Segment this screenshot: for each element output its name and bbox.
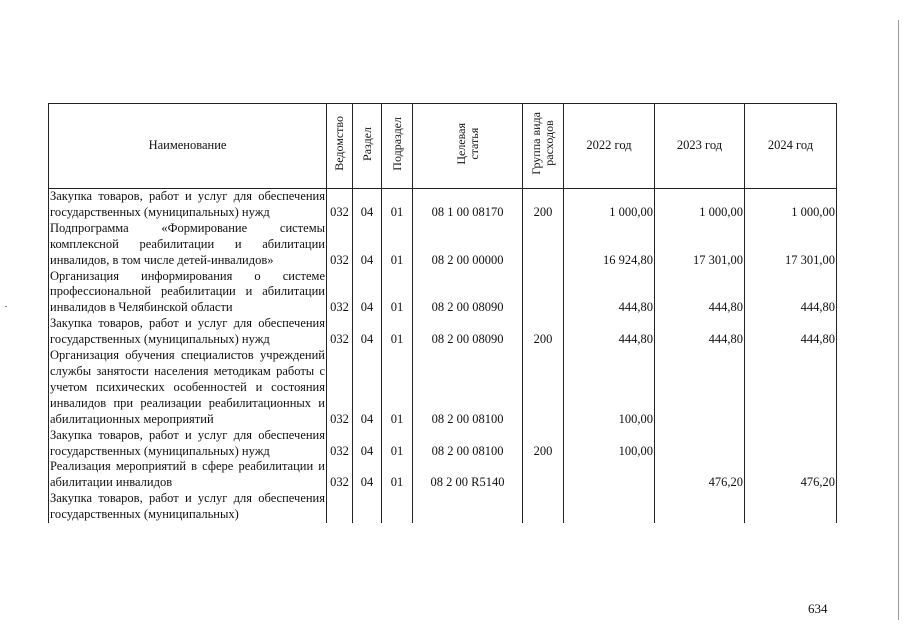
row-subsection: 01 <box>382 269 413 317</box>
header-target-line1: Целевая <box>453 122 468 165</box>
budget-table <box>48 103 837 523</box>
row-2022: 100,00 <box>564 348 655 428</box>
header-group-line2: расходов <box>542 120 556 167</box>
row-2024: 444,80 <box>745 269 837 317</box>
row-2023: 444,80 <box>655 316 745 348</box>
row-dept: 032 <box>327 189 353 221</box>
header-2022-label: 2022 год <box>586 138 632 153</box>
header-target <box>413 104 523 189</box>
row-2024: 1 000,00 <box>745 189 837 221</box>
row-target <box>413 491 523 523</box>
row-section: 04 <box>353 428 382 460</box>
row-dept <box>327 491 353 523</box>
table-row <box>49 491 837 523</box>
row-2022: 1 000,00 <box>564 189 655 221</box>
scan-speck <box>5 306 7 307</box>
header-2023-label: 2023 год <box>676 138 723 153</box>
row-dept: 032 <box>327 269 353 317</box>
row-group <box>523 491 564 523</box>
table-row <box>49 269 837 317</box>
table-row <box>49 316 837 348</box>
row-2024: 476,20 <box>745 459 837 491</box>
row-2023: 476,20 <box>655 459 745 491</box>
table-row <box>49 189 837 221</box>
row-2023 <box>655 348 745 428</box>
header-section <box>353 104 382 189</box>
row-dept: 032 <box>327 459 353 491</box>
header-group <box>523 104 564 189</box>
table-row <box>49 348 837 428</box>
row-name: Реализация мероприятий в сфере реабилитации и абилитации инвалидов <box>50 459 325 490</box>
header-2023 <box>655 104 745 189</box>
row-target: 08 2 00 08090 <box>413 269 523 317</box>
row-dept: 032 <box>327 221 353 269</box>
row-target: 08 2 00 08090 <box>413 316 523 348</box>
row-dept: 032 <box>327 348 353 428</box>
row-2022: 444,80 <box>564 316 655 348</box>
row-dept: 032 <box>327 316 353 348</box>
row-subsection: 01 <box>382 348 413 428</box>
row-section: 04 <box>353 221 382 269</box>
row-subsection: 01 <box>382 189 413 221</box>
row-target: 08 2 00 08100 <box>413 428 523 460</box>
header-name <box>49 104 327 189</box>
row-2022: 444,80 <box>564 269 655 317</box>
row-dept: 032 <box>327 428 353 460</box>
table-header-row <box>49 104 837 189</box>
row-section: 04 <box>353 189 382 221</box>
header-name-label: Наименование <box>148 138 227 153</box>
header-subsection-label: Подраздел <box>389 116 404 171</box>
row-section: 04 <box>353 269 382 317</box>
row-section: 04 <box>353 348 382 428</box>
row-2022 <box>564 491 655 523</box>
row-target: 08 1 00 08170 <box>413 189 523 221</box>
header-target-label <box>455 123 481 165</box>
row-group <box>523 348 564 428</box>
row-name: Организация обучения специалистов учреждений службы занятости населения методикам работы с учетом психических особенностей и состояния инвалидов при реализации реабилитационных и абилитационных мероприятий <box>50 348 325 426</box>
row-name: Закупка товаров, работ и услуг для обеспечения государственных (муниципальных) нужд <box>50 427 325 458</box>
header-group-line1: Группа вида <box>529 112 543 175</box>
row-name: Закупка товаров, работ и услуг для обеспечения государственных (муниципальных) нужд <box>50 316 325 347</box>
row-2024 <box>745 428 837 460</box>
row-2024: 444,80 <box>745 316 837 348</box>
page-number: 634 <box>808 601 828 616</box>
row-subsection: 01 <box>382 316 413 348</box>
row-group <box>523 269 564 317</box>
row-section: 04 <box>353 459 382 491</box>
row-2024 <box>745 348 837 428</box>
header-2024-label: 2024 год <box>767 138 814 153</box>
row-2022 <box>564 459 655 491</box>
header-target-line2: статья <box>466 127 481 160</box>
row-2024: 17 301,00 <box>745 221 837 269</box>
row-name: Подпрограмма «Формирование системы комплексной реабилитации и абилитации инвалидов, в том числе детей-инвалидов» <box>50 220 325 267</box>
row-2022: 100,00 <box>564 428 655 460</box>
row-name: Закупка товаров, работ и услуг для обеспечения государственных (муниципальных) <box>50 491 325 522</box>
scan-edge-line <box>898 20 899 620</box>
row-2023 <box>655 491 745 523</box>
row-section <box>353 491 382 523</box>
row-subsection <box>382 491 413 523</box>
table-row <box>49 428 837 460</box>
header-2024 <box>745 104 837 189</box>
row-group <box>523 221 564 269</box>
header-section-label: Раздел <box>359 126 374 161</box>
header-subsection <box>382 104 413 189</box>
table-row <box>49 221 837 269</box>
row-target: 08 2 00 00000 <box>413 221 523 269</box>
row-2024 <box>745 491 837 523</box>
row-subsection: 01 <box>382 428 413 460</box>
row-2022: 16 924,80 <box>564 221 655 269</box>
row-subsection: 01 <box>382 459 413 491</box>
header-group-label <box>530 112 556 175</box>
row-group: 200 <box>523 428 564 460</box>
row-name: Организация информирования о системе профессиональной реабилитации и абилитации инвалидов в Челябинской области <box>50 268 325 315</box>
row-section: 04 <box>353 316 382 348</box>
row-group: 200 <box>523 316 564 348</box>
header-dept <box>327 104 353 189</box>
row-group <box>523 459 564 491</box>
row-subsection: 01 <box>382 221 413 269</box>
row-2023: 1 000,00 <box>655 189 745 221</box>
row-group: 200 <box>523 189 564 221</box>
row-2023: 17 301,00 <box>655 221 745 269</box>
header-2022 <box>564 104 655 189</box>
row-2023 <box>655 428 745 460</box>
header-dept-label: Ведомство <box>332 116 346 171</box>
row-name: Закупка товаров, работ и услуг для обеспечения государственных (муниципальных) нужд <box>50 189 325 219</box>
row-target: 08 2 00 R5140 <box>413 459 523 491</box>
row-2023: 444,80 <box>655 269 745 317</box>
row-target: 08 2 00 08100 <box>413 348 523 428</box>
table-row <box>49 459 837 491</box>
